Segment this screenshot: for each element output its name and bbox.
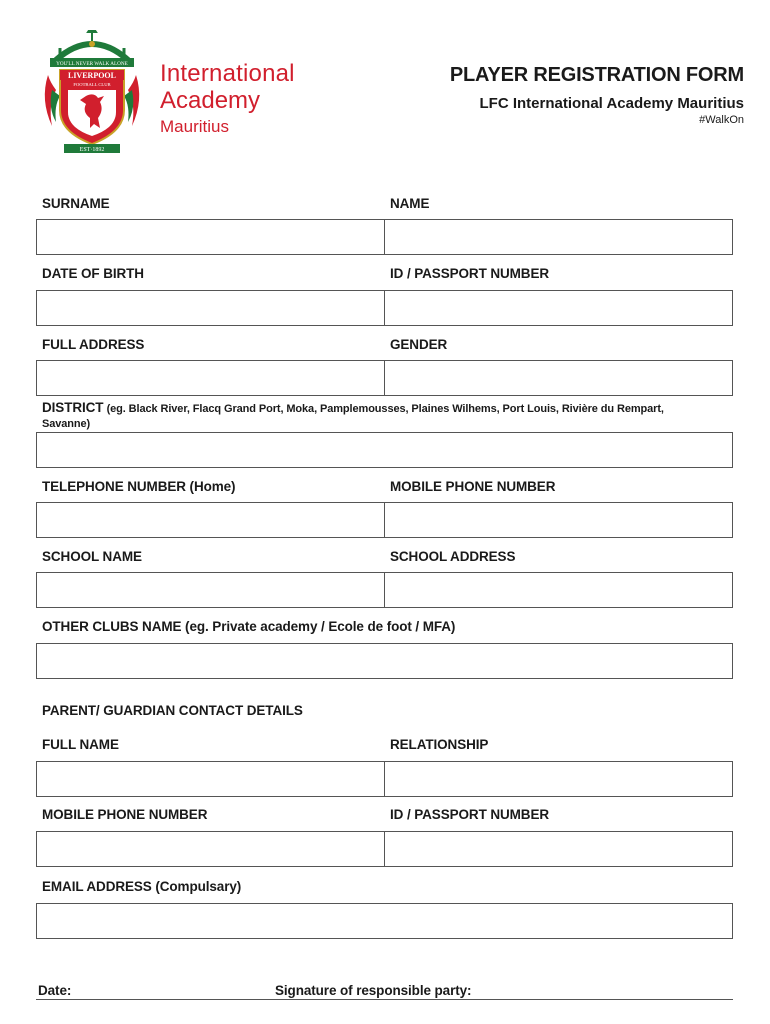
brand-line-2: Academy bbox=[160, 87, 261, 114]
label-signature: Signature of responsible party: bbox=[275, 983, 472, 998]
row-guardian-name bbox=[36, 761, 733, 797]
label-school-name: SCHOOL NAME bbox=[42, 549, 142, 564]
label-address: FULL ADDRESS bbox=[42, 337, 145, 352]
gender-field[interactable] bbox=[385, 361, 732, 395]
row-dob-id bbox=[36, 290, 733, 326]
row-school bbox=[36, 572, 733, 608]
row-surname-name bbox=[36, 219, 733, 255]
label-dob: DATE OF BIRTH bbox=[42, 266, 144, 281]
signature-line[interactable] bbox=[36, 999, 733, 1000]
academy-brand bbox=[160, 60, 295, 138]
hashtag: #WalkOn bbox=[699, 114, 744, 126]
section-guardian-title: PARENT/ GUARDIAN CONTACT DETAILS bbox=[42, 703, 303, 718]
label-telephone: TELEPHONE NUMBER (Home) bbox=[42, 479, 236, 494]
guardian-name-field[interactable] bbox=[37, 762, 384, 796]
school-name-field[interactable] bbox=[37, 573, 384, 607]
crest-name: LIVERPOOL bbox=[67, 71, 117, 80]
label-surname: SURNAME bbox=[42, 196, 110, 211]
label-guardian-id: ID / PASSPORT NUMBER bbox=[390, 807, 550, 822]
label-id: ID / PASSPORT NUMBER bbox=[390, 266, 550, 281]
name-field[interactable] bbox=[385, 220, 732, 254]
label-email: EMAIL ADDRESS (Compulsary) bbox=[42, 879, 242, 894]
school-address-field[interactable] bbox=[385, 573, 732, 607]
dob-field[interactable] bbox=[37, 291, 384, 325]
crest-est: EST·1892 bbox=[79, 147, 105, 153]
id-passport-field[interactable] bbox=[385, 291, 732, 325]
other-clubs-field[interactable] bbox=[36, 643, 733, 679]
form-title: PLAYER REGISTRATION FORM bbox=[449, 64, 744, 86]
label-date: Date: bbox=[38, 983, 72, 998]
telephone-field[interactable] bbox=[37, 503, 384, 537]
email-field[interactable] bbox=[36, 903, 733, 939]
lfc-crest-logo bbox=[38, 30, 146, 158]
guardian-id-field[interactable] bbox=[385, 832, 732, 866]
label-school-address: SCHOOL ADDRESS bbox=[390, 549, 516, 564]
district-field[interactable] bbox=[36, 432, 733, 468]
crest-subname: FOOTBALL CLUB bbox=[73, 82, 111, 87]
label-gender: GENDER bbox=[390, 337, 448, 352]
form-subtitle: LFC International Academy Mauritius bbox=[479, 95, 744, 112]
brand-line-1: International bbox=[160, 60, 295, 87]
label-mobile: MOBILE PHONE NUMBER bbox=[390, 479, 556, 494]
crest-motto: YOU'LL NEVER WALK ALONE bbox=[56, 61, 128, 67]
label-relationship: RELATIONSHIP bbox=[390, 737, 489, 752]
row-phones bbox=[36, 502, 733, 538]
label-guardian-mobile: MOBILE PHONE NUMBER bbox=[42, 807, 208, 822]
district-title: DISTRICT bbox=[42, 400, 104, 415]
label-name: NAME bbox=[390, 196, 430, 211]
guardian-mobile-field[interactable] bbox=[37, 832, 384, 866]
surname-field[interactable] bbox=[37, 220, 384, 254]
district-note: (eg. Black River, Flacq Grand Port, Moka, Pamplemousses, Plaines Wilhems, Port Louis, Rivière du Rempart, Savanne) bbox=[42, 403, 664, 430]
label-guardian-name: FULL NAME bbox=[42, 737, 119, 752]
brand-line-3: Mauritius bbox=[160, 117, 229, 136]
row-guardian-contact bbox=[36, 831, 733, 867]
label-district bbox=[42, 400, 702, 432]
mobile-field[interactable] bbox=[385, 503, 732, 537]
relationship-field[interactable] bbox=[385, 762, 732, 796]
label-other-clubs: OTHER CLUBS NAME (eg. Private academy / Ecole de foot / MFA) bbox=[42, 619, 456, 634]
row-address-gender bbox=[36, 360, 733, 396]
address-field[interactable] bbox=[37, 361, 384, 395]
